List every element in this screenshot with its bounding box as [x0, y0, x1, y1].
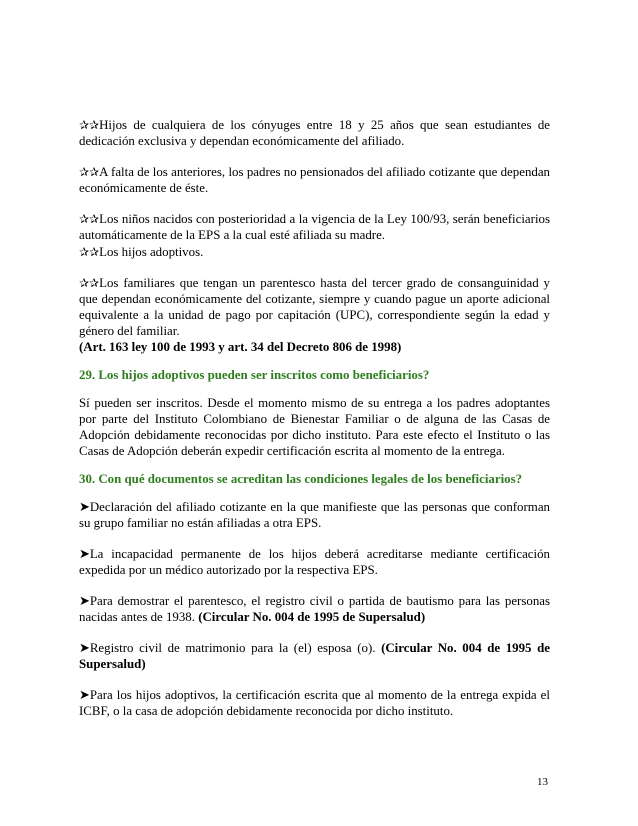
- question-heading: 29. Los hijos adoptivos pueden ser inscritos como beneficiarios?: [79, 368, 430, 382]
- star-bullet-icon: ✰✰: [79, 118, 100, 132]
- question-heading: 30. Con qué documentos se acreditan las condiciones legales de los beneficiarios?: [79, 472, 523, 486]
- answer-item: ➤Para los hijos adoptivos, la certificación escrita que al momento de la entrega expida el ICBF, o la casa de adopción debidamente reconocida por dicho instituto.: [79, 688, 550, 718]
- answer-item: ➤Para demostrar el parentesco, el registro civil o partida de bautismo para las personas nacidas antes de 1938. (Circular No. 004 de 1995 de Supersalud): [79, 594, 550, 624]
- answer-item: ➤Declaración del afiliado cotizante en la que manifieste que las personas que conforman su grupo familiar no están afiliadas a otra EPS.: [79, 500, 550, 530]
- arrow-bullet-icon: ➤: [79, 500, 90, 514]
- beneficiary-paragraph: ✰✰Los niños nacidos con posterioridad a la vigencia de la Ley 100/93, serán beneficiarios automáticamente de la EPS a la cual esté afiliada su madre.: [79, 212, 550, 242]
- star-bullet-icon: ✰✰: [79, 165, 100, 179]
- arrow-bullet-icon: ➤: [79, 547, 90, 561]
- arrow-bullet-icon: ➤: [79, 641, 90, 655]
- arrow-bullet-icon: ➤: [79, 688, 90, 702]
- beneficiary-paragraph: ✰✰Los familiares que tengan un parentesco hasta del tercer grado de consanguinidad y que dependan económicamente del cotizante, siempre y cuando pague un aporte adicional equivalente a la unidad de pago por capitación (UPC), correspondiente según la edad y género del familiar.: [79, 276, 550, 338]
- legal-reference: (Art. 163 ley 100 de 1993 y art. 34 del Decreto 806 de 1998): [79, 340, 402, 354]
- legal-reference: (Circular No. 004 de 1995 de Supersalud): [198, 610, 426, 624]
- answer-paragraph: Sí pueden ser inscritos. Desde el momento mismo de su entrega a los padres adoptantes por parte del Instituto Colombiano de Bienestar Familiar o de alguna de las Casas de Adopción debidamente reconocidas por dicho instituto. Para este efecto el Instituto o las Casas de Adopción deberán expedir certificación escrita al momento de la entrega.: [79, 396, 550, 458]
- legal-reference: (Circular No. 004 de 1995 de Supersalud): [79, 641, 550, 671]
- beneficiary-paragraph: ✰✰Hijos de cualquiera de los cónyuges entre 18 y 25 años que sean estudiantes de dedicación exclusiva y dependan económicamente del afiliado.: [79, 118, 550, 148]
- page-number: 13: [537, 776, 548, 788]
- star-bullet-icon: ✰✰: [79, 245, 100, 259]
- beneficiary-paragraph: ✰✰Los hijos adoptivos.: [79, 245, 204, 259]
- answer-item: ➤La incapacidad permanente de los hijos deberá acreditarse mediante certificación expedida por un médico autorizado por la respectiva EPS.: [79, 547, 550, 577]
- star-bullet-icon: ✰✰: [79, 276, 100, 290]
- beneficiary-paragraph: ✰✰A falta de los anteriores, los padres no pensionados del afiliado cotizante que dependan económicamente de éste.: [79, 165, 550, 195]
- answer-item: ➤Registro civil de matrimonio para la (el) esposa (o). (Circular No. 004 de 1995 de Supersalud): [79, 641, 550, 671]
- arrow-bullet-icon: ➤: [79, 594, 90, 608]
- star-bullet-icon: ✰✰: [79, 212, 100, 226]
- page-content: [79, 117, 550, 719]
